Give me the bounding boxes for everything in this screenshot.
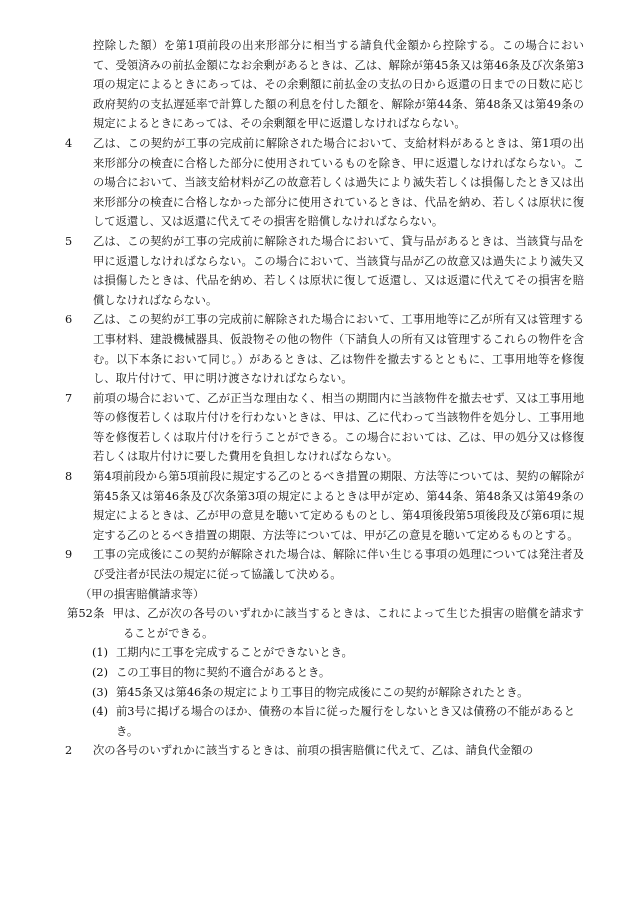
paragraph-text: 工事の完成後にこの契約が解除された場合は、解除に伴い生じる事項の処理については発注者及び受注者が民法の規定に従って協議して決める。 [93,548,584,582]
paragraph-4 [67,134,584,232]
paragraph-7 [67,389,584,467]
paragraph-text: 前項の場合において、乙が正当な理由なく、相当の期間内に当該物件を撤去せず、又は工事用地等の修復若しくは取片付けを行わないときは、甲は、乙に代わって当該物件を処分し、工事用地等を修復若しくは取片付けを行うことができる。この場合においては、乙は、甲の処分又は修復若しくは取片付けに要した費用を負担しなければならない。 [93,391,584,464]
item-list [80,643,584,741]
paragraph-number: 4 [65,136,73,150]
item-number: (4) [92,705,109,719]
item-text: この工事目的物に契約不適合があるとき。 [116,666,331,679]
list-item [80,683,584,703]
article-caption: （甲の損害賠償請求等） [80,587,205,601]
paragraph-number: 6 [65,313,73,327]
item-number: (1) [92,646,109,660]
paragraph-2 [67,741,584,761]
paragraph-text: 第4項前段から第5項前段に規定する乙のとるべき措置の期限、方法等については、契約の解除が第45条又は第46条及び次条第3項の規定によるときは甲が定め、第44条、第48条又は第49条の規定によるときは、乙が甲の意見を聴いて定めるものとし、第4項後段第5項後段及び第6項に規定する乙のとるべき措置の期限、方法等については、甲が乙の意見を聴いて定めるものとする。 [93,470,584,542]
list-item [80,643,584,663]
paragraph-9 [67,545,584,584]
paragraph-text: 次の各号のいずれかに該当するときは、前項の損害賠償に代えて、乙は、請負代金額の [93,744,534,758]
paragraph-number: 2 [65,744,73,758]
paragraph-5 [67,232,584,310]
item-text: 工期内に工事を完成することができないとき。 [116,646,353,660]
article-heading: 第52条 [67,607,105,621]
paragraph-number: 5 [65,234,73,248]
item-text: 前3号に掲げる場合のほか、債務の本旨に従った履行をしないとき又は債務の不能があるとき。 [116,705,576,738]
paragraph-number: 9 [65,548,73,562]
article-text: 甲は、乙が次の各号のいずれかに該当するときは、これによって生じた損害の賠償を請求することができる。 [112,607,584,640]
paragraph-8 [67,467,584,545]
list-item [80,663,584,683]
paragraph-text: 乙は、この契約が工事の完成前に解除された場合において、工事用地等に乙が所有又は管理する工事材料、建設機械器具、仮設物その他の物件（下請負人の所有又は管理するこれらの物件を含む。以下本条において同じ。）があるときは、乙は物件を撤去するとともに、工事用地等を修復し、取片付けて、甲に明け渡さなければならない。 [93,313,584,386]
paragraph-continued: 控除した額）を第1項前段の出来形部分に相当する請負代金額から控除する。この場合において、受領済みの前払金額になお余剰があるときは、乙は、解除が第45条又は第46条及び次条第3項の規定によるときにあっては、その余剰額に前払金の支払の日から返還の日までの日数に応じ政府契約の支払遅延率で計算した額の利息を付した額を、解除が第44条、第48条又は第49条の規定によるときにあっては、その余剰額を甲に返還しなければならない。 [93,39,584,131]
paragraph-text: 乙は、この契約が工事の完成前に解除された場合において、貸与品があるときは、当該貸与品を甲に返還しなければならない。この場合において、当該貸与品が乙の故意又は過失により滅失又は損傷したときは、代品を納め、若しくは原状に復して返還し、又は返還に代えてその損害を賠償しなければならない。 [93,234,584,307]
item-number: (2) [92,666,109,679]
list-item [80,702,584,741]
article-52 [67,604,584,643]
item-number: (3) [92,685,109,699]
paragraph-number: 7 [65,391,73,405]
paragraph-text: 乙は、この契約が工事の完成前に解除された場合において、支給材料があるときは、第1項の出来形部分の検査に合格した部分に使用されているものを除き、甲に返還しなければならない。この場合において、当該支給材料が乙の故意若しくは過失により滅失若しくは損傷したとき又は出来形部分の検査に合格しなかった部分に使用されているときは、代品を納め、若しくは原状に復して返還し、又は返還に代えてその損害を賠償しなければならない。 [93,136,584,229]
paragraph-6 [67,310,584,388]
paragraph-number: 8 [65,470,73,484]
item-text: 第45条又は第46条の規定により工事目的物完成後にこの契約が解除されたとき。 [116,685,529,699]
